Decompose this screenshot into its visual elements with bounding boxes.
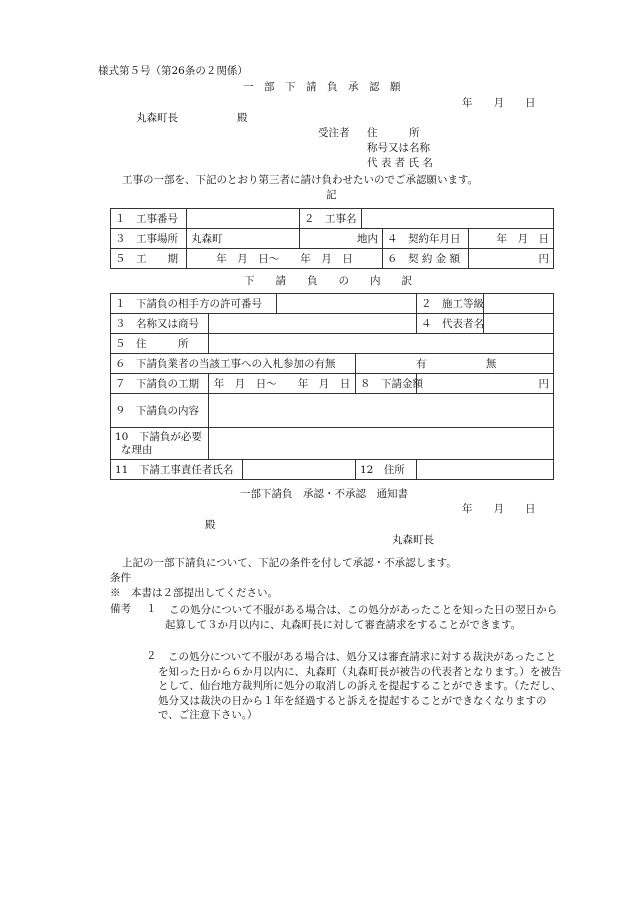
amount-value: 円 (469, 249, 554, 269)
content-label: ９ 下請負の内容 (111, 394, 209, 428)
notice-body: 上記の一部下請負について、下記の条件を付して承認・不承認します。 (122, 557, 457, 569)
company-value (209, 314, 417, 334)
construction-no-label: １ 工事番号 (111, 209, 187, 229)
sub-amount-label: ８ 下請金額 (356, 374, 417, 394)
construction-name-value (362, 209, 554, 229)
sub-period-label: ７ 下請負の工期 (111, 374, 209, 394)
applicant-label: 受注者 (318, 127, 350, 139)
applicant-rep-label: 代 表 者 氏 名 (367, 157, 433, 169)
bidding-no: 無 (485, 357, 497, 370)
site-within: 地内 (300, 229, 383, 249)
address-value (209, 334, 554, 354)
remark1-text: この処分について不服がある場合は、この処分があったことを知った日の翌日から起算して３か月以内に、丸森町長に対して審査請求をすることができます。 (165, 604, 558, 631)
address-label: ５ 住 所 (111, 334, 209, 354)
applicant-name-label: 称号又は名称 (367, 142, 430, 154)
grade-label: ２ 施工等級 (417, 294, 484, 314)
notice-issuer: 丸森町長 (392, 534, 434, 546)
notice-date: 年 月 日 (462, 503, 536, 515)
remark2-number: ２ (146, 650, 157, 662)
sub-amount-value: 円 (417, 374, 554, 394)
request-statement: 工事の一部を、下記のとおり第三者に請け負わせたいのでご承認願います。 (122, 174, 479, 186)
copies-note: ※ 本書は２部提出してください。 (110, 587, 278, 599)
period-label: ５ 工 期 (111, 249, 187, 269)
amount-label: ６ 契 約 金 額 (383, 249, 469, 269)
site-label: ３ 工事場所 (111, 229, 187, 249)
bidding-label: ６ 下請負業者の当該工事への入札参加の有無 (111, 354, 356, 374)
company-label: ３ 名称又は商号 (111, 314, 209, 334)
subcontract-table (110, 293, 554, 480)
notice-title: 一部下請負 承認・不承認 通知書 (240, 488, 408, 500)
bidding-yes: 有 (416, 357, 427, 370)
manager-label: 11 下請工事責任者氏名 (111, 460, 243, 480)
form-number: 様式第５号（第26条の２関係） (98, 65, 248, 77)
representative-label: ４ 代表者名 (417, 314, 484, 334)
representative-value (484, 314, 554, 334)
license-label: １ 下請負の相手方の許可番号 (111, 294, 277, 314)
remarks-label: 備考 (110, 603, 131, 615)
content-value (209, 394, 554, 428)
addressee: 丸森町長 (136, 112, 178, 124)
period-value: 年 月 日〜 年 月 日 (187, 249, 383, 269)
manager-value (243, 460, 356, 480)
remark2-text: この処分について不服がある場合は、処分又は審査請求に対する裁決があったことを知った日から６か月以内に、丸森町（丸森町長が被告の代表者となります。）を被告として、仙台地方裁判所に処分の取消しの訴えを提起することができます。（ただし、処分又は裁決の日から１年を経過すると訴えを提起することができなくなりますので、ご注意下さい。） (158, 651, 562, 721)
bidding-options (356, 354, 554, 374)
contract-date-label: ４ 契約年月日 (383, 229, 469, 249)
grade-value (484, 294, 554, 314)
site-town: 丸森町 (187, 229, 300, 249)
document-title: 一 部 下 請 負 承 認 願 (243, 81, 401, 93)
reason-label-line2: な理由 (121, 443, 153, 456)
applicant-address-label: 住 所 (367, 127, 420, 139)
reason-label-line1: 10 下請負が必要 (115, 430, 202, 443)
request-date: 年 月 日 (462, 97, 536, 109)
construction-table (110, 208, 554, 269)
sub-period-value: 年 月 日〜 年 月 日 (209, 374, 356, 394)
manager-address-value (417, 460, 554, 480)
reason-label (111, 428, 209, 460)
construction-no-value (187, 209, 300, 229)
construction-name-label: ２ 工事名 (300, 209, 362, 229)
contract-date-value: 年 月 日 (469, 229, 554, 249)
notice-honorific: 殿 (205, 519, 216, 531)
reason-value (209, 428, 554, 460)
conditions-label: 条件 (110, 572, 131, 584)
license-value (277, 294, 417, 314)
subcontract-section-title: 下 請 負 の 内 訳 (244, 275, 412, 287)
remark1-number: １ (146, 603, 157, 615)
addressee-honorific: 殿 (237, 112, 248, 124)
ki-heading: 記 (326, 189, 337, 201)
manager-address-label: 12 住所 (356, 460, 417, 480)
